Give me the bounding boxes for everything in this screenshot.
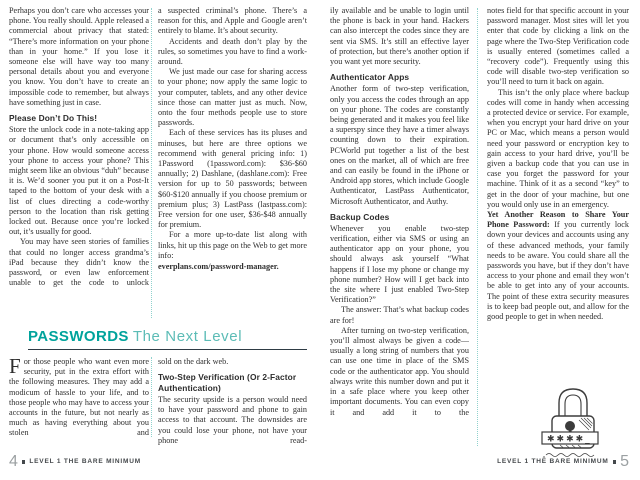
paragraph: Each of these services has its pluses and minuses, but here are three options we recommend with general pricing info: 1) 1Password (1password.com): $36-$60 annually; 2) Dashlane, (dashlane.com): Free version for up to 50 passwords; between $60-$120 annually if you choose premium or premium plus; 3) LastPass (lastpass.com): Free version for one user, $36-$48 annually for premium. [158,128,307,230]
paragraph: The answer: That’s what backup codes are for! [330,305,469,325]
left-page-bottom-column-1 [9,357,149,453]
paragraph: We just made our case for sharing access to your phone; now apply the same logic to your computer, tablets, and any other device since those can matter just as much. Now, onto the four methods people use to store passwords. [158,67,307,128]
paragraph: Whenever you enable two-step verification, either via SMS or using an authenticator app on your phone, you should always ask yourself “What happens if I lose my phone or change my phone number? How will I get back into the site where I just enabled Two-Step Verification?” [330,223,469,305]
paragraph: ily available and be unable to login until the phone is back in your hand. Hackers can also intercept the codes since they are sent via SMS. It’s still an effective layer of protection, but there’s another option if you want yet more security. [330,6,469,67]
everplans-url-text: everplans.com/password-manager. [158,262,279,272]
paragraph: sold on the dark web. [158,357,229,366]
paragraph: You may have seen stories of families that could no longer access grandma’s iPad because they didn’t know the password, or even law enforcement unable to get the code to unlock [9,237,149,288]
subsection-heading-authenticator-apps: Authenticator Apps [330,72,410,83]
left-page-top-column-2 [158,6,307,327]
footer-separator-square [22,460,26,464]
footer-separator-square [613,460,617,464]
paragraph: Another form of two-step verification, only you access the codes through an app on your phone. The codes are constantly being generated and it makes you feel like a superspy since they have a timer always counting down to their expiration. PCWorld put together a list of the best ones on the market, all of which are free and can easily be found in the iPhone or Android app stores, which include Google Authenticator, LastPass Authenticator, Microsoft Authenticator, and Authy. [330,84,469,206]
section-heading-passwords [28,328,307,350]
paragraph: a suspected criminal’s phone. There’s a reason for this, and Apple and Google aren’t entirely to blame. It’s about security. [158,6,307,36]
paragraph: The security upside is a person would need to have your password and phone to gain access to that account. The downsides are you could lose your phone, not have your phone read- [158,394,307,445]
padlock-shackle-outer [559,389,587,418]
paragraph-share-password [487,210,629,322]
paragraph: Store the unlock code in a note-taking app or document that’s only accessible on your phone. How would someone access your phone to access your phone? This might seem like an obvious “duh” because it is. We’d sooner you put it on a Post-It taped to the bottom of your desk with a list of clues directing a code-worthy person to the location than risk getting locked out. Because once you’re locked out, it’s usually for good. [9,125,149,237]
paragraph: notes field for that specific account in your password manager. Most sites will let you enter that code by clicking a link on the page where the Two-Step Verification code is usually entered (sometimes called a “recovery code”). Frequently using this code will disable two-step verification so you’ll need to turn it back on again. [487,6,629,87]
paragraph: Accidents and death don’t play by the rules, so sometimes you have to find a work-around. [158,36,307,67]
section-title-main: PASSWORDS [28,328,129,345]
subsection-heading-two-step: Two-Step Verification (Or 2-Factor Authentication) [158,372,297,393]
run-in-bold-lead: Yet Another Reason to Share Your Phone Password: [487,210,629,230]
left-page-footer [9,453,141,471]
column-divider-dotted [477,8,478,446]
section-title-sub: The Next Level [132,328,243,345]
left-page-bottom-column-2 [158,357,307,453]
left-page-top-column-1 [9,6,149,327]
paragraph-text: or those people who want even more security, put in the extra effort with the following measures. They may add a modicum of hassle to your life, and to those people who may have to access your accounts in the future, but not nearly as much as having everything about you stolen and [9,357,149,438]
padlock-shackle-inner [565,395,581,418]
chapter-label: LEVEL 1 THE BARE MINIMUM [29,458,141,465]
paragraph: After turning on two-step verification, you’ll almost always be given a code—usually a long string of numbers that you can use one time in place of the SMS code or the authenticator app. You should always write this number down and put it in a safe place where you keep other important documents. You can even copy it and add it to the [330,325,469,417]
page-number: 5 [620,453,629,470]
paragraph-with-dropcap [9,357,149,439]
drop-cap: F [9,357,21,378]
subsection-heading-please-dont: Please Don’t Do This! [9,113,98,124]
chapter-label: LEVEL 1 THE BARE MINIMUM [497,458,609,465]
page-number: 4 [9,453,18,470]
paragraph: Perhaps you don’t care who accesses your phone. You really should. Apple released a commercial about privacy that stated: “There’s more information on your phone than in your home.” If you lose it someone else will have way too many personal details about you and everyone you know. You don’t have to create an impossible code to remember, but always have something just in case. [9,6,149,107]
right-page-column-1 [330,6,469,454]
column-divider-dotted [151,357,152,437]
paragraph-text: If you currently lock down your devices and accounts using any of these advanced methods, your family needs to be aware. You could share all the passwords you have, but if they don’t have access to your phone and email they won’t be able to get into any of your accounts. The point of these extra security measures is to keep bad people out, and allow for the good people to get in when needed. [487,220,629,322]
right-page-footer [497,453,629,471]
password-stars-text: ✱✱✱✱_ [547,434,592,445]
paragraph: This isn’t the only place where backup codes will come in handy when accessing a protected device or service. For example, when you encrypt your hard drive on your PC or Mac, which means a person would need your password or encryption key to gain access to your hard drive, you’ll be given a backup code that you can use in case you forget the password for your machine. Think of it as a second “key” to get in the door of your machine, but one you would only use in an emergency. [487,87,629,209]
paragraph: For a more up-to-date list along with links, hit up this page on the Web to get more info: [158,230,307,260]
padlock-illustration [534,382,612,460]
column-divider-dotted [151,8,152,318]
subsection-heading-backup-codes: Backup Codes [330,211,390,222]
